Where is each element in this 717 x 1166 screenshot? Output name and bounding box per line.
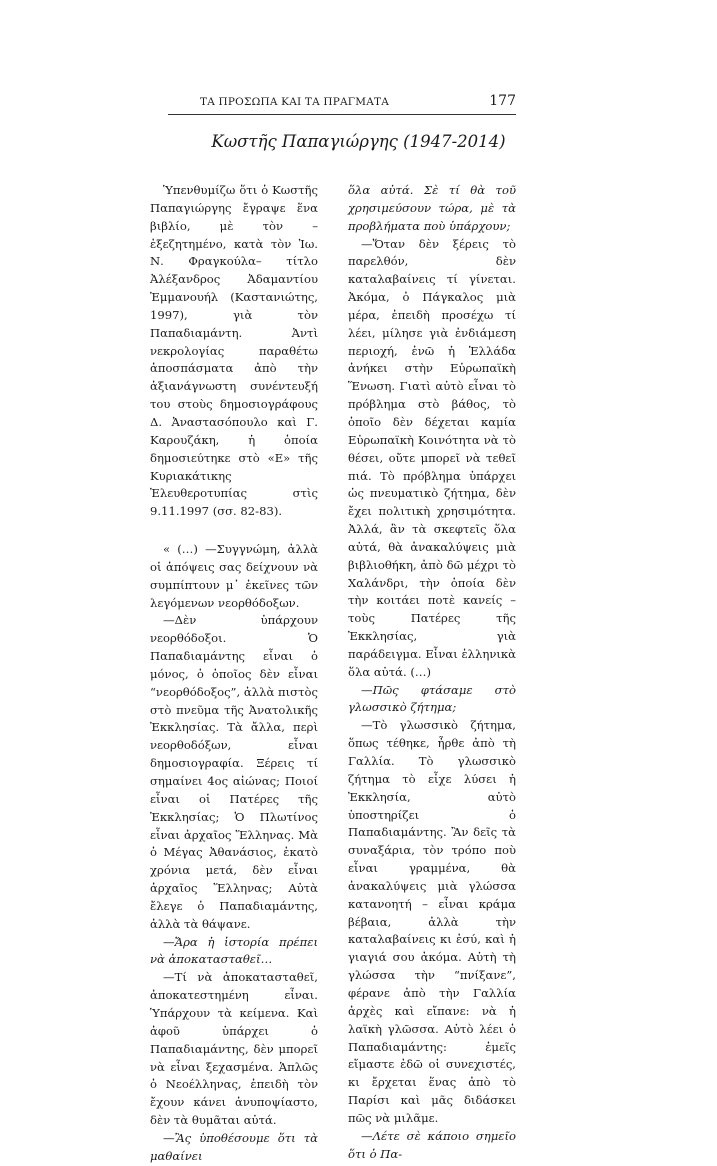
paragraph: —Τί νὰ ἀποκατασταθεῖ, ἀποκατεστημένη εἶναι. Ὑπάρχουν τὰ κείμενα. Καὶ ἀφοῦ ὑπάρχει ὁ Παπαδιαμάντης, δὲν μπορεῖ νὰ εἶναι ξεχασμένα. Ἁπλῶς ὁ Νεοέλληνας, ἐπειδὴ τὸν ἔχουν κάνει ἀνυποψίαστο, δὲν τὰ θυμᾶται αὐτά. [150, 970, 318, 1128]
running-header [168, 94, 516, 115]
paragraph: —Ὅταν δὲν ξέρεις τὸ παρελθόν, δὲν καταλαβαίνεις τί γίνεται. Ἀκόμα, ὁ Πάγκαλος μιὰ μέρα, ἐπειδὴ προσέχω τί λέει, μίλησε γιὰ ἐνδιάμεση περιοχή, ἐνῶ ἡ Ἑλλάδα ἀνήκει στὴν Εὐρωπαϊκὴ Ἕνωση. Γιατὶ αὐτὸ εἶναι τὸ πρόβλημα στὸ βάθος, τὸ ὁποῖο δὲν δέχεται καμία Εὐρωπαϊκὴ Κοινότητα νὰ τὸ θέσει, οὔτε μπορεῖ νὰ τεθεῖ πιά. Τὸ πρόβλημα ὑπάρχει ὡς πνευματικὸ ζήτημα, δὲν ἔχει πολιτικὴ χρησιμότητα. Ἀλλά, ἂν τὰ σκεφτεῖς ὅλα αὐτά, θὰ ἀνακαλύψεις μιὰ βιβλιοθήκη, ἀπὸ δῶ μέχρι τὸ Χαλάνδρι, τὴν ὁποία δὲν τὴν κοιτάει ποτὲ κανείς – τοὺς Πατέρες τῆς Ἐκκλησίας, γιὰ παράδειγμα. Εἶναι ἑλληνικὰ ὅλα αὐτά. (…) [348, 236, 516, 679]
paragraph: —Πῶς φτάσαμε στὸ γλωσσικὸ ζήτημα; [348, 682, 516, 715]
running-head-title: ΤΑ ΠΡΟΣΩΠΑ ΚΑΙ ΤΑ ΠΡΑΓΜΑΤΑ [200, 96, 390, 108]
left-column [150, 182, 318, 1166]
paragraph: « (…) —Συγγνώμη, ἀλλὰ οἱ ἀπόψεις σας δείχνουν νὰ συμπίπτουν μ᾽ ἐκεῖνες τῶν λεγόμενων νεορθόδοξων. [150, 542, 318, 610]
paragraph: —Λέτε σὲ κάποιο σημεῖο ὅτι ὁ Πα- [348, 1128, 516, 1161]
page-number: 177 [489, 93, 516, 109]
paragraph: ὅλα αὐτά. Σὲ τί θὰ τοῦ χρησιμεύσουν τώρα, μὲ τὰ προβλήματα ποὺ ὑπάρχουν; [348, 183, 516, 233]
paragraph: Ὑπενθυμίζω ὅτι ὁ Κωστῆς Παπαγιώργης ἔγραψε ἕνα βιβλίο, μὲ τὸν –ἐξεζητημένο, κατὰ τὸν Ἰω. Ν. Φραγκούλα– τίτλο Ἀλέξανδρος Ἀδαμαντίου Ἐμμανουήλ (Καστανιώτης, 1997), γιὰ τὸν Παπαδιαμάντη. Ἀντὶ νεκρολογίας παραθέτω ἀποσπάσματα ἀπὸ τὴν ἀξιανάγνωστη συνέντευξή του στοὺς δημοσιογράφους Δ. Ἀναστασόπουλο καὶ Γ. Καρουζάκη, ἡ ὁποία δημοσιεύτηκε στὸ «Ε» τῆς Κυριακάτικης Ἐλευθεροτυπίας στὶς 9.11.1997 (σσ. 82-83). [150, 183, 318, 519]
paragraph: —Ἂς ὑποθέσουμε ὅτι τὰ μαθαίνει [150, 1130, 318, 1163]
article-title: Κωστῆς Παπαγιώργης (1947-2014) [211, 132, 506, 151]
right-column [348, 182, 516, 1163]
paragraph: —Δὲν ὑπάρχουν νεορθόδοξοι. Ὁ Παπαδιαμάντης εἶναι ὁ μόνος, ὁ ὁποῖος δὲν εἶναι “νεορθόδοξος”, ἀλλὰ πιστὸς στὸ πνεῦμα τῆς Ἀνατολικῆς Ἐκκλησίας. Τὰ ἄλλα, περὶ νεορθοδόξων, εἶναι δημοσιογραφία. Ξέρεις τί σημαίνει 4ος αἰώνας; Ποιοί εἶναι οἱ Πατέρες τῆς Ἐκκλησίας; Ὁ Πλωτίνος εἶναι ἀρχαῖος Ἕλληνας. Μὰ ὁ Μέγας Ἀθανάσιος, ἑκατὸ χρόνια μετά, δὲν εἶναι ἀρχαῖος Ἕλληνας; Αὐτὰ ἔλεγε ὁ Παπαδιαμάντης, ἀλλὰ τὰ θάψανε. [150, 613, 318, 931]
paragraph: —Ἄρα ἡ ἱστορία πρέπει νὰ ἀποκατασταθεῖ… [150, 934, 318, 967]
paragraph: —Τὸ γλωσσικὸ ζήτημα, ὅπως τέθηκε, ἦρθε ἀπὸ τὴ Γαλλία. Τὸ γλωσσικὸ ζήτημα τὸ εἶχε λύσει ἡ Ἐκκλησία, αὐτὸ ὑποστηρίζει ὁ Παπαδιαμάντης. Ἂν δεῖς τὰ συναξάρια, τὸν τρόπο ποὺ εἶναι γραμμένα, θὰ ἀνακαλύψεις μιὰ γλώσσα κατανοητή – εἶναι κράμα βέβαια, ἀλλὰ τὴν καταλαβαίνεις κι ἐσύ, καὶ ἡ γιαγιά σου ἀκόμα. Αὐτὴ τὴ γλώσσα τὴν “πνίξανε”, φέρανε ἀπὸ τὴν Γαλλία ἀρχὲς καὶ εἴπανε: νὰ ἡ λαϊκὴ γλῶσσα. Αὐτὸ λέει ὁ Παπαδιαμάντης: ἐμεῖς εἴμαστε ἐδῶ οἱ συνεχιστές, κι ἔρχεται ἕνας ἀπὸ τὸ Παρίσι καὶ μᾶς διδάσκει πῶς νὰ μιλᾶμε. [348, 718, 516, 1125]
